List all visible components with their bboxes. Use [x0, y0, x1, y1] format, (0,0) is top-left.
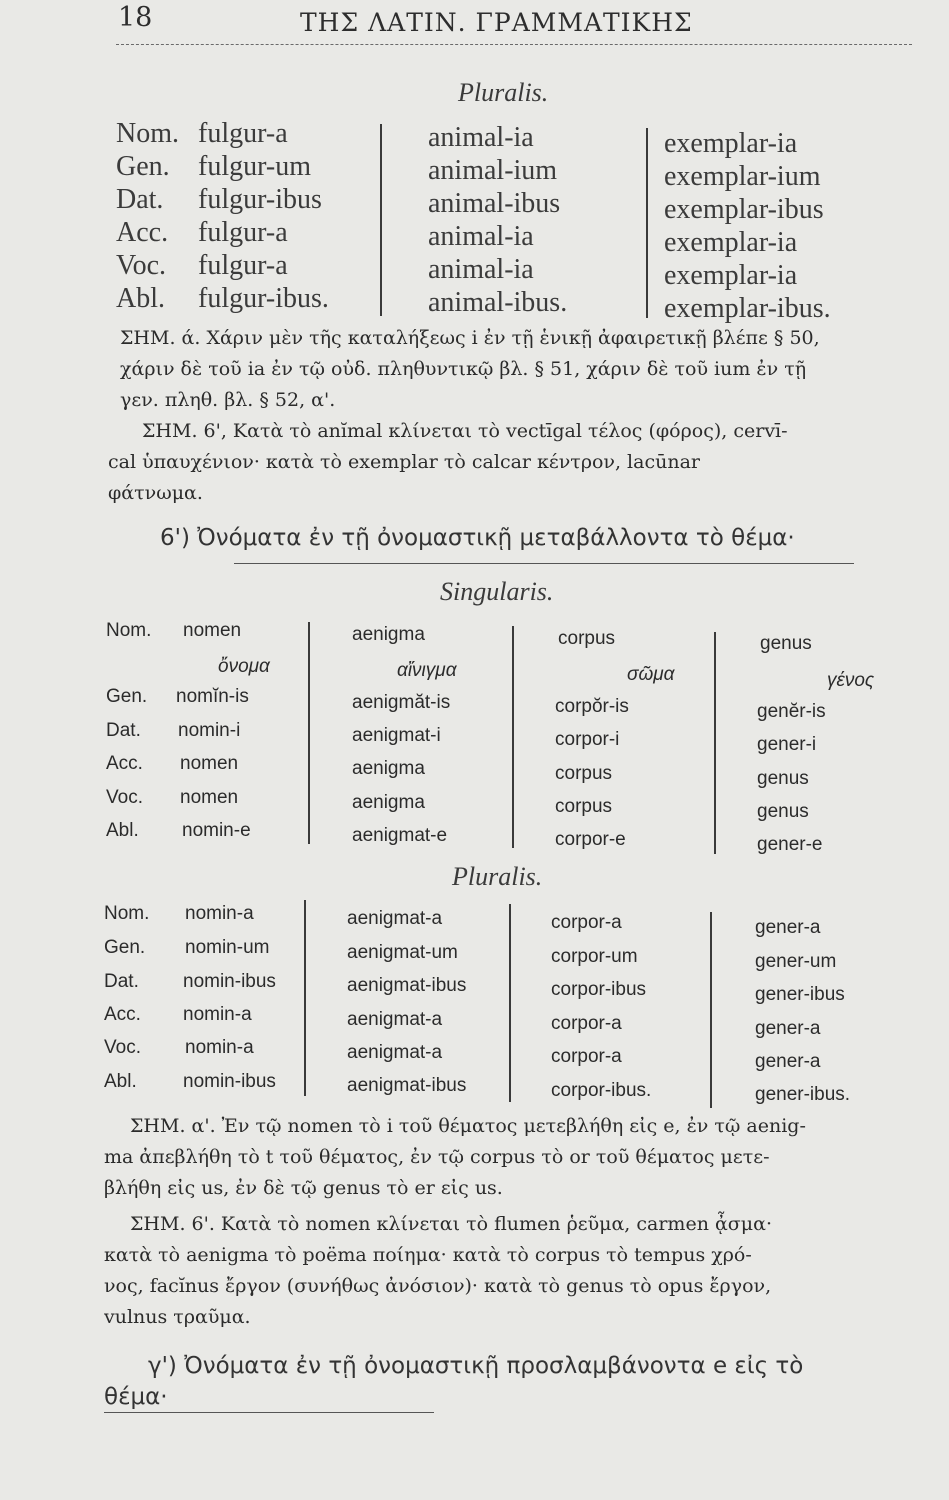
table1-heading: Pluralis. [458, 78, 549, 107]
case-label: Voc. [106, 787, 143, 808]
case-label: Nom. [106, 620, 152, 641]
column-divider [380, 124, 382, 316]
form-fulgur: fulgur-a [198, 250, 288, 281]
form-nomen-plural: nomin-ibus [183, 971, 276, 992]
form-aenigma-plural: aenigmat-a [347, 908, 443, 929]
column-divider [512, 626, 514, 848]
column-divider [304, 900, 306, 1096]
form-aenigma-plural: aenigmat-a [347, 1042, 443, 1063]
form-corpus-plural: corpor-ibus [551, 979, 647, 1000]
form-nomen: nomen [180, 753, 239, 774]
form-aenigma: aenigmat-i [352, 725, 441, 746]
form-nomen: nomen [183, 620, 242, 641]
form-genus-plural: gener-ibus [755, 984, 845, 1005]
form-corpus-plural: corpor-a [551, 912, 622, 933]
form-exemplar: exemplar-ium [664, 161, 821, 192]
form-genus: genus [757, 801, 809, 822]
form-exemplar: exemplar-ibus [664, 194, 824, 225]
form-genus: genus [760, 633, 812, 654]
page-number: 18 [118, 2, 153, 33]
form-nomen: nomin-i [178, 720, 241, 741]
form-corpus: corpor-e [555, 829, 626, 850]
case-label: Acc. [104, 1004, 141, 1025]
form-genus-plural: gener-um [755, 951, 837, 972]
case-label: Gen. [106, 686, 148, 707]
form-nomen: nomĭn-is [176, 686, 249, 707]
form-nomen: nomin-e [182, 820, 251, 841]
note-line: χάριν δὲ τοῦ ia ἐν τῷ οὐδ. πληθυντικῷ βλ. § 51, χάριν δὲ τοῦ ium ἐν τῇ [120, 358, 807, 380]
note-alpha-endings [120, 323, 912, 416]
note-beta-animal [108, 416, 912, 509]
greek-gloss: αἴνιγμα [397, 660, 457, 681]
form-corpus: corpus [558, 628, 616, 649]
form-animal: animal-ibus [428, 188, 561, 219]
note-line: βλήθη εἰς us, ἐν δὲ τῷ genus τὸ er εἰς us. [104, 1177, 503, 1199]
section-gamma-title-cont: θέμα· [104, 1384, 168, 1410]
form-nomen: nomen [180, 787, 239, 808]
form-animal: animal-ia [428, 254, 534, 285]
section-gamma-title: γ') Ὀνόματα ἐν τῇ ὀνομαστικῇ προσλαμβάνοντα e εἰς τὸ [148, 1353, 804, 1379]
form-corpus: corpus [555, 796, 613, 817]
note-line: ΣΗΜ. 6'. Κατὰ τὸ nomen κλίνεται τὸ flumen ῥεῦμα, carmen ᾆσμα· [130, 1213, 772, 1235]
form-aenigma-plural: aenigmat-ibus [347, 1075, 467, 1096]
case-label: Voc. [116, 250, 167, 281]
table3-heading: Pluralis. [452, 862, 543, 891]
note-line: ΣΗΜ. 6', Κατὰ τὸ anĭmal κλίνεται τὸ vectīgal τέλος (φόρος), cervī- [142, 420, 788, 442]
form-fulgur: fulgur-ibus. [198, 283, 329, 314]
greek-gloss: σῶμα [627, 664, 675, 685]
form-genus-plural: gener-a [755, 1018, 821, 1039]
column-divider [710, 912, 712, 1108]
form-aenigma-plural: aenigmat-a [347, 1009, 443, 1030]
section-beta-title: 6') Ὀνόματα ἐν τῇ ὀνομαστικῇ μεταβάλλοντα τὸ θέμα· [160, 525, 795, 551]
form-fulgur: fulgur-a [198, 217, 288, 248]
form-fulgur: fulgur-um [198, 151, 311, 182]
note-beta-similar-nouns [104, 1209, 910, 1333]
greek-gloss: ὄνομα [218, 656, 270, 677]
form-nomen-plural: nomin-a [185, 1037, 254, 1058]
form-corpus-plural: corpor-ibus. [551, 1080, 652, 1101]
form-nomen-plural: nomin-a [183, 1004, 252, 1025]
case-label: Dat. [104, 971, 139, 992]
case-label: Abl. [116, 283, 165, 314]
note-line: ΣΗΜ. α'. Ἐν τῷ nomen τὸ i τοῦ θέματος μετεβλήθη εἰς e, ἐν τῷ aenig- [130, 1115, 806, 1137]
table2-heading: Singularis. [440, 577, 554, 606]
running-title: ΤΗΣ ΛΑΤΙΝ. ΓΡΑΜΜΑΤΙΚΗΣ [300, 8, 693, 37]
form-genus-plural: gener-ibus. [755, 1084, 851, 1105]
form-genus: genĕr-is [757, 701, 826, 722]
note-line: φάτνωμα. [108, 482, 203, 504]
case-label: Nom. [116, 118, 179, 149]
case-label: Dat. [106, 720, 141, 741]
form-fulgur: fulgur-ibus [198, 184, 322, 215]
note-line: vulnus τραῦμα. [104, 1306, 251, 1328]
case-label: Abl. [104, 1071, 137, 1092]
form-exemplar: exemplar-ia [664, 227, 798, 258]
form-genus: genus [757, 768, 809, 789]
form-aenigma: aenigmăt-is [352, 692, 451, 713]
form-aenigma: aenigma [352, 758, 425, 779]
form-animal: animal-ibus. [428, 287, 568, 318]
form-aenigma: aenigma [352, 624, 425, 645]
case-label: Gen. [116, 151, 170, 182]
case-label: Dat. [116, 184, 164, 215]
form-animal: animal-ium [428, 155, 558, 186]
column-divider [714, 632, 716, 854]
form-corpus-plural: corpor-um [551, 946, 638, 967]
form-corpus-plural: corpor-a [551, 1013, 622, 1034]
form-fulgur: fulgur-a [198, 118, 288, 149]
column-divider [308, 622, 310, 844]
form-corpus: corpus [555, 763, 613, 784]
case-label: Acc. [116, 217, 169, 248]
case-label: Abl. [106, 820, 139, 841]
form-nomen-plural: nomin-ibus [183, 1071, 276, 1092]
form-animal: animal-ia [428, 122, 534, 153]
case-label: Acc. [106, 753, 143, 774]
form-exemplar: exemplar-ibus. [664, 293, 831, 324]
form-exemplar: exemplar-ia [664, 128, 798, 159]
form-aenigma-plural: aenigmat-um [347, 942, 458, 963]
form-aenigma: aenigma [352, 792, 425, 813]
form-aenigma: aenigmat-e [352, 825, 448, 846]
form-nomen-plural: nomin-um [185, 937, 270, 958]
form-exemplar: exemplar-ia [664, 260, 798, 291]
note-line: γεν. πληθ. βλ. § 52, α'. [120, 389, 336, 411]
form-genus-plural: gener-a [755, 917, 821, 938]
form-corpus-plural: corpor-a [551, 1046, 622, 1067]
note-alpha-stem-changes [104, 1111, 910, 1204]
case-label: Voc. [104, 1037, 141, 1058]
case-label: Gen. [104, 937, 146, 958]
note-line: ma ἀπεβλήθη τὸ t τοῦ θέματος, ἐν τῷ corpus τὸ or τοῦ θέματος μετε- [104, 1146, 770, 1168]
case-label: Nom. [104, 903, 150, 924]
form-aenigma-plural: aenigmat-ibus [347, 975, 467, 996]
note-line: νος, facĭnus ἔργον (συνήθως ἀνόσιον)· κατὰ τὸ genus τὸ opus ἔργον, [104, 1275, 772, 1297]
column-divider [509, 904, 511, 1102]
header-rule [116, 44, 912, 45]
note-line: cal ὑπαυχένιον· κατὰ τὸ exemplar τὸ calcar κέντρον, lacūnar [108, 451, 700, 473]
column-divider [646, 128, 648, 318]
form-corpus: corpŏr-is [555, 696, 629, 717]
form-animal: animal-ia [428, 221, 534, 252]
form-genus-plural: gener-a [755, 1051, 821, 1072]
form-corpus: corpor-i [555, 729, 620, 750]
note-line: ΣΗΜ. ά. Χάριν μὲν τῆς καταλήξεως i ἐν τῇ ἑνικῇ ἀφαιρετικῇ βλέπε § 50, [120, 327, 820, 349]
form-nomen-plural: nomin-a [185, 903, 254, 924]
greek-gloss: γένος [827, 670, 875, 691]
form-genus: gener-e [757, 834, 823, 855]
note-line: κατὰ τὸ aenigma τὸ poëma ποίημα· κατὰ τὸ corpus τὸ tempus χρό- [104, 1244, 752, 1266]
handwritten-underline [234, 563, 854, 564]
handwritten-underline [104, 1412, 434, 1413]
form-genus: gener-i [757, 734, 817, 755]
